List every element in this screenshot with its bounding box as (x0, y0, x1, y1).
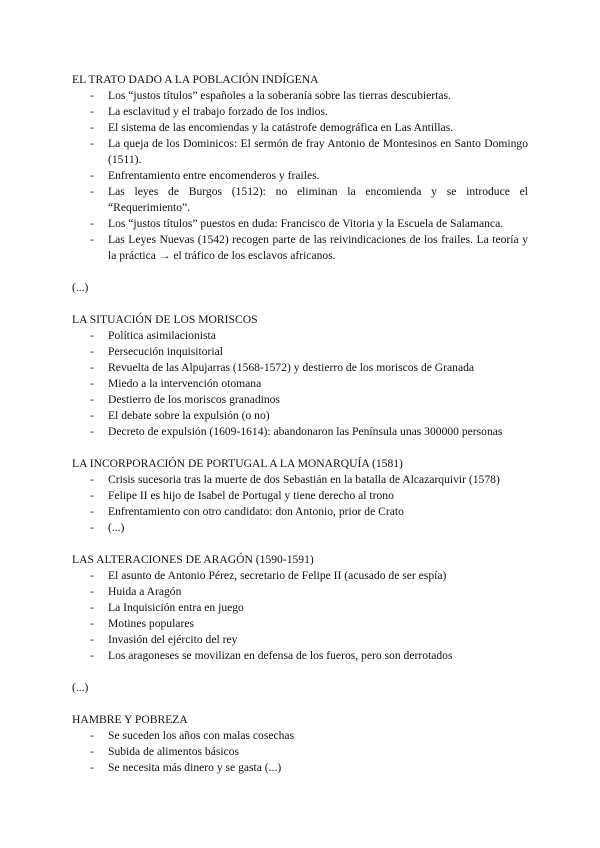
list-item (72, 600, 528, 616)
list-item-text: Los aragoneses se movilizan en defensa de los fueros, pero son derrotados (108, 649, 453, 662)
list-item (72, 184, 528, 216)
list-item-text: Los “justos títulos” españoles a la soberanía sobre las tierras descubiertas. (108, 89, 451, 102)
list-item-text: Enfrentamiento entre encomenderos y frailes. (108, 169, 320, 182)
list-item-text: Invasión del ejército del rey (108, 633, 238, 646)
section-title-hambre-pobreza: HAMBRE Y POBREZA (72, 713, 188, 726)
list-item-text: El sistema de las encomiendas y la catástrofe demográfica en Las Antillas. (108, 121, 454, 134)
bullet-dash: - (90, 329, 94, 342)
bullet-dash: - (90, 761, 94, 774)
list-item (72, 328, 528, 344)
bullet-dash: - (90, 633, 94, 646)
list-item (72, 216, 528, 232)
list-item-text: Crisis sucesoria tras la muerte de dos Sebastián en la batalla de Alcazarquivir (1578) (108, 473, 500, 486)
list-item-text: Subida de alimentos básicos (108, 745, 240, 758)
list-item-text: Persecución inquisitorial (108, 345, 223, 358)
list-item-text: Motines populares (108, 617, 194, 630)
bullet-dash: - (90, 169, 94, 182)
blank-line (72, 296, 528, 312)
document-page (72, 72, 528, 776)
list-item-text: Política asimilacionista (108, 329, 216, 342)
list-item-text: La esclavitud y el trabajo forzado de los indios. (108, 105, 328, 118)
blank-line (72, 536, 528, 552)
list-item (72, 648, 528, 664)
list-item-text: Se suceden los años con malas cosechas (108, 729, 295, 742)
bullet-dash: - (90, 137, 94, 150)
bullet-dash: - (90, 377, 94, 390)
blank-line (72, 664, 528, 680)
blank-line (72, 264, 528, 280)
list-item-text: La queja de los Dominicos: El sermón de fray Antonio de Montesinos en Santo Domingo (1511). (108, 137, 528, 166)
section-title-aragon: LAS ALTERACIONES DE ARAGÓN (1590-1591) (72, 553, 314, 566)
list-item-text: Huida a Aragón (108, 585, 182, 598)
section-title-portugal: LA INCORPORACIÓN DE PORTUGAL A LA MONARQUÍA (1581) (72, 457, 403, 470)
ellipsis-note: (...) (72, 681, 89, 694)
list-item-text: Se necesita más dinero y se gasta (...) (108, 761, 282, 774)
bullet-dash: - (90, 729, 94, 742)
bullet-dash: - (90, 393, 94, 406)
bullet-list-hambre-pobreza (72, 728, 528, 776)
bullet-dash: - (90, 425, 94, 438)
blank-line (72, 440, 528, 456)
list-item-text: Felipe II es hijo de Isabel de Portugal y tiene derecho al trono (108, 489, 394, 502)
list-item-text: Enfrentamiento con otro candidato: don Antonio, prior de Crato (108, 505, 404, 518)
bullet-dash: - (90, 601, 94, 614)
bullet-dash: - (90, 649, 94, 662)
list-item (72, 120, 528, 136)
list-item (72, 760, 528, 776)
bullet-dash: - (90, 473, 94, 486)
list-item (72, 168, 528, 184)
bullet-dash: - (90, 217, 94, 230)
bullet-dash: - (90, 745, 94, 758)
list-item (72, 232, 528, 264)
bullet-dash: - (90, 121, 94, 134)
bullet-list-aragon (72, 568, 528, 664)
list-item (72, 424, 528, 440)
list-item (72, 136, 528, 168)
bullet-dash: - (90, 361, 94, 374)
list-item (72, 616, 528, 632)
list-item (72, 472, 528, 488)
list-item (72, 488, 528, 504)
list-item-text: Las Leyes Nuevas (1542) recogen parte de las reivindicaciones de los frailes. La teoría y la práctica → el tráfico de los esclavos africanos. (108, 233, 528, 262)
list-item-text: Decreto de expulsión (1609-1614): abandonaron las Península unas 300000 personas (108, 425, 503, 438)
bullet-dash: - (90, 585, 94, 598)
bullet-dash: - (90, 521, 94, 534)
bullet-dash: - (90, 233, 94, 246)
bullet-dash: - (90, 489, 94, 502)
list-item (72, 632, 528, 648)
list-item-text: Destierro de los moriscos granadinos (108, 393, 280, 406)
list-item (72, 88, 528, 104)
list-item (72, 744, 528, 760)
list-item-text: Miedo a la intervención otomana (108, 377, 262, 390)
bullet-dash: - (90, 569, 94, 582)
list-item-text: Las leyes de Burgos (1512): no eliminan la encomienda y se introduce el “Requerimiento”. (108, 185, 528, 214)
bullet-dash: - (90, 89, 94, 102)
bullet-list-poblacion-indigena (72, 88, 528, 264)
ellipsis-note: (...) (72, 281, 89, 294)
list-item (72, 104, 528, 120)
list-item (72, 520, 528, 536)
list-item (72, 344, 528, 360)
list-item (72, 376, 528, 392)
bullet-list-moriscos (72, 328, 528, 440)
list-item (72, 584, 528, 600)
list-item (72, 504, 528, 520)
list-item-text: Los “justos títulos” puestos en duda: Francisco de Vitoria y la Escuela de Salamanca. (108, 217, 504, 230)
bullet-dash: - (90, 505, 94, 518)
bullet-dash: - (90, 345, 94, 358)
list-item-text: Revuelta de las Alpujarras (1568-1572) y destierro de los moriscos de Granada (108, 361, 475, 374)
section-title-poblacion-indigena: EL TRATO DADO A LA POBLACIÓN INDÍGENA (72, 73, 319, 86)
section-title-moriscos: LA SITUACIÓN DE LOS MORISCOS (72, 313, 258, 326)
bullet-dash: - (90, 105, 94, 118)
bullet-dash: - (90, 409, 94, 422)
list-item-text: (...) (108, 521, 125, 534)
list-item (72, 392, 528, 408)
list-item (72, 568, 528, 584)
bullet-list-portugal (72, 472, 528, 536)
list-item (72, 728, 528, 744)
blank-line (72, 696, 528, 712)
bullet-dash: - (90, 185, 94, 198)
list-item (72, 408, 528, 424)
list-item-text: El debate sobre la expulsión (o no) (108, 409, 270, 422)
bullet-dash: - (90, 617, 94, 630)
list-item-text: El asunto de Antonio Pérez, secretario de Felipe II (acusado de ser espía) (108, 569, 447, 582)
list-item (72, 360, 528, 376)
list-item-text: La Inquisición entra en juego (108, 601, 244, 614)
